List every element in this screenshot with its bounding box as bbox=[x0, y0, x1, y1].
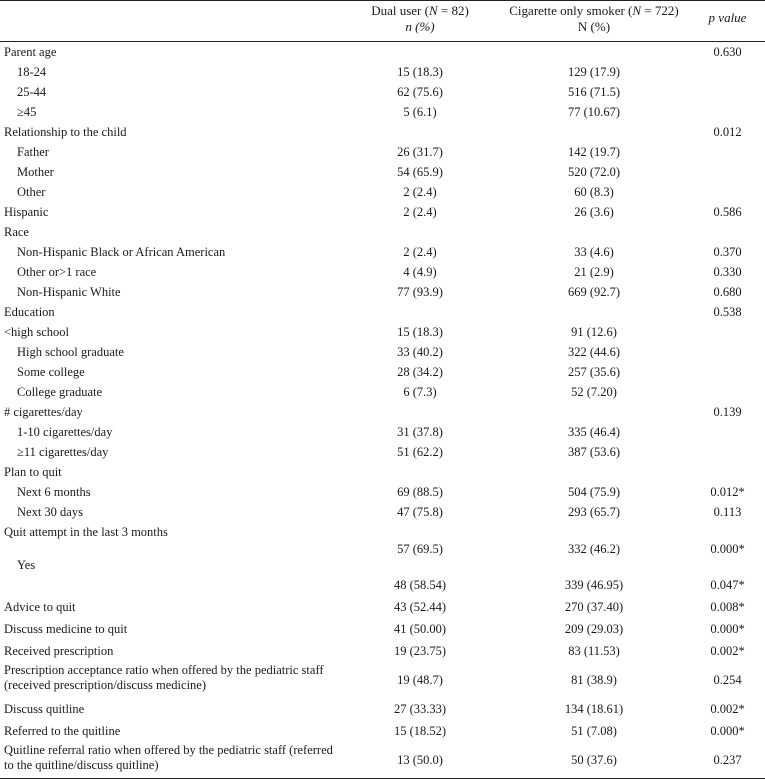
row-label: Received prescription bbox=[4, 644, 114, 658]
cell-p-value: 0.586 bbox=[713, 205, 742, 219]
cell-p-value: 0.237 bbox=[713, 753, 742, 767]
row-label: Discuss medicine to quit bbox=[4, 622, 128, 636]
row-label: Parent age bbox=[4, 45, 57, 59]
cell-cigarette-only: 60 (8.3) bbox=[574, 185, 614, 199]
cell-dual-user: 33 (40.2) bbox=[397, 345, 443, 359]
cell-dual-user: 54 (65.9) bbox=[397, 165, 443, 179]
row-label: Other bbox=[17, 185, 46, 199]
row-label: 1-10 cigarettes/day bbox=[17, 425, 113, 439]
cell-dual-user: 15 (18.3) bbox=[397, 65, 443, 79]
cell-dual-user: 51 (62.2) bbox=[397, 445, 443, 459]
cell-cigarette-only: 33 (4.6) bbox=[574, 245, 614, 259]
cell-dual-user: 13 (50.0) bbox=[397, 753, 443, 767]
cell-cigarette-only: 26 (3.6) bbox=[574, 205, 614, 219]
table-row bbox=[0, 556, 765, 574]
table-row bbox=[0, 82, 765, 102]
table-row bbox=[0, 382, 765, 402]
header-dual-user: Dual user (N = 82) n (%) bbox=[371, 3, 469, 34]
cell-p-value: 0.047* bbox=[710, 578, 745, 592]
row-label: Yes bbox=[17, 558, 36, 572]
table-row bbox=[0, 402, 765, 422]
table-row bbox=[0, 202, 765, 222]
row-label: <high school bbox=[4, 325, 70, 339]
cell-cigarette-only: 339 (46.95) bbox=[564, 578, 624, 592]
cell-p-value: 0.012* bbox=[710, 485, 745, 499]
table-row bbox=[0, 482, 765, 502]
row-label: Next 6 months bbox=[17, 485, 91, 499]
cell-p-value: 0.008* bbox=[710, 600, 745, 614]
cell-dual-user: 4 (4.9) bbox=[403, 265, 437, 279]
cell-dual-user: 28 (34.2) bbox=[397, 365, 443, 379]
row-label: Education bbox=[4, 305, 55, 319]
cell-p-value: 0.000* bbox=[710, 724, 745, 738]
table-row bbox=[0, 102, 765, 122]
cell-cigarette-only: 91 (12.6) bbox=[571, 325, 617, 339]
table-row bbox=[0, 162, 765, 182]
row-label: Non-Hispanic White bbox=[17, 285, 121, 299]
cell-cigarette-only: 516 (71.5) bbox=[567, 85, 621, 99]
cell-cigarette-only: 51 (7.08) bbox=[571, 724, 617, 738]
cell-dual-user: 2 (2.4) bbox=[403, 185, 437, 199]
row-label: Non-Hispanic Black or African American bbox=[17, 245, 226, 259]
cell-p-value: 0.254 bbox=[713, 673, 742, 687]
table-row bbox=[0, 618, 765, 640]
table-row bbox=[0, 720, 765, 742]
cell-cigarette-only: 257 (35.6) bbox=[567, 365, 621, 379]
cell-p-value: 0.538 bbox=[713, 305, 742, 319]
cell-p-value: 0.139 bbox=[713, 405, 742, 419]
row-label: Advice to quit bbox=[4, 600, 76, 614]
cell-cigarette-only: 50 (37.6) bbox=[571, 753, 617, 767]
row-label: Prescription acceptance ratio when offered by the pediatric staff (received prescription/discuss medicine) bbox=[4, 663, 324, 692]
cell-p-value: 0.680 bbox=[713, 285, 742, 299]
row-label: ≥45 bbox=[17, 105, 37, 119]
cell-dual-user: 5 (6.1) bbox=[403, 105, 437, 119]
table-row bbox=[0, 42, 765, 62]
cell-cigarette-only: 322 (44.6) bbox=[567, 345, 621, 359]
cell-cigarette-only: 504 (75.9) bbox=[567, 485, 621, 499]
row-label: Discuss quitline bbox=[4, 702, 85, 716]
cell-dual-user: 62 (75.6) bbox=[397, 85, 443, 99]
table-row bbox=[0, 442, 765, 462]
cell-p-value: 0.000* bbox=[710, 542, 745, 556]
row-label: High school graduate bbox=[17, 345, 124, 359]
cell-cigarette-only: 669 (92.7) bbox=[567, 285, 621, 299]
cell-cigarette-only: 142 (19.7) bbox=[567, 145, 621, 159]
cell-dual-user: 15 (18.52) bbox=[393, 724, 447, 738]
cell-p-value: 0.330 bbox=[713, 265, 742, 279]
table-row bbox=[0, 182, 765, 202]
row-label: Relationship to the child bbox=[4, 125, 127, 139]
cell-dual-user: 27 (33.33) bbox=[393, 702, 447, 716]
header-cigarette-only: Cigarette only smoker (N = 722) N (%) bbox=[498, 3, 690, 35]
row-label: 25-44 bbox=[17, 85, 47, 99]
cell-p-value: 0.002* bbox=[710, 702, 745, 716]
cell-dual-user: 43 (52.44) bbox=[393, 600, 447, 614]
row-label: 18-24 bbox=[17, 65, 47, 79]
cell-cigarette-only: 332 (46.2) bbox=[567, 542, 621, 556]
cell-dual-user: 19 (48.7) bbox=[397, 673, 443, 687]
table-row bbox=[0, 640, 765, 662]
table-row bbox=[0, 574, 765, 596]
row-label: # cigarettes/day bbox=[4, 405, 83, 419]
row-label: Race bbox=[4, 225, 29, 239]
row-label: College graduate bbox=[17, 385, 103, 399]
cell-dual-user: 57 (69.5) bbox=[397, 542, 443, 556]
table-row bbox=[0, 542, 765, 556]
table-row bbox=[0, 342, 765, 362]
table-row bbox=[0, 698, 765, 720]
table-row bbox=[0, 262, 765, 282]
cell-cigarette-only: 520 (72.0) bbox=[567, 165, 621, 179]
table-row bbox=[0, 362, 765, 382]
table-row bbox=[0, 122, 765, 142]
cell-cigarette-only: 209 (29.03) bbox=[564, 622, 624, 636]
cell-p-value: 0.002* bbox=[710, 644, 745, 658]
row-label: Mother bbox=[17, 165, 54, 179]
table-row bbox=[0, 62, 765, 82]
cell-dual-user: 47 (75.8) bbox=[397, 505, 443, 519]
table-row bbox=[0, 522, 765, 542]
cell-cigarette-only: 270 (37.40) bbox=[564, 600, 624, 614]
table-body bbox=[0, 42, 765, 778]
cell-cigarette-only: 335 (46.4) bbox=[567, 425, 621, 439]
row-label: Hispanic bbox=[4, 205, 49, 219]
table-row bbox=[0, 662, 765, 698]
header-dual-user-unit: n (%) bbox=[405, 19, 435, 34]
cell-p-value: 0.000* bbox=[710, 622, 745, 636]
table-row bbox=[0, 142, 765, 162]
table-row bbox=[0, 322, 765, 342]
cell-dual-user: 26 (31.7) bbox=[397, 145, 443, 159]
cell-p-value: 0.630 bbox=[713, 45, 742, 59]
cell-dual-user: 2 (2.4) bbox=[403, 245, 437, 259]
row-label: Quit attempt in the last 3 months bbox=[4, 525, 168, 539]
cell-cigarette-only: 387 (53.6) bbox=[567, 445, 621, 459]
table-row bbox=[0, 596, 765, 618]
cell-cigarette-only: 21 (2.9) bbox=[574, 265, 614, 279]
table-row bbox=[0, 462, 765, 482]
cell-dual-user: 19 (23.75) bbox=[393, 644, 447, 658]
cell-dual-user: 69 (88.5) bbox=[397, 485, 443, 499]
cell-dual-user: 31 (37.8) bbox=[397, 425, 443, 439]
row-label: Referred to the quitline bbox=[4, 724, 121, 738]
cell-dual-user: 77 (93.9) bbox=[397, 285, 443, 299]
cell-dual-user: 48 (58.54) bbox=[393, 578, 447, 592]
cell-dual-user: 6 (7.3) bbox=[403, 385, 437, 399]
table-row bbox=[0, 302, 765, 322]
cell-p-value: 0.012 bbox=[713, 125, 742, 139]
row-label: Next 30 days bbox=[17, 505, 83, 519]
cell-cigarette-only: 129 (17.9) bbox=[567, 65, 621, 79]
cell-dual-user: 41 (50.00) bbox=[393, 622, 447, 636]
table-row bbox=[0, 242, 765, 262]
table-row bbox=[0, 282, 765, 302]
cell-cigarette-only: 52 (7.20) bbox=[571, 385, 617, 399]
cell-cigarette-only: 83 (11.53) bbox=[568, 644, 620, 658]
cell-cigarette-only: 293 (65.7) bbox=[567, 505, 621, 519]
cell-cigarette-only: 81 (38.9) bbox=[571, 673, 617, 687]
table-row bbox=[0, 502, 765, 522]
table-header bbox=[0, 0, 765, 42]
header-cigarette-only-unit: N (%) bbox=[577, 19, 611, 34]
table-row bbox=[0, 222, 765, 242]
cell-cigarette-only: 77 (10.67) bbox=[567, 105, 621, 119]
table-row bbox=[0, 422, 765, 442]
row-label: Quitline referral ratio when offered by the pediatric staff (referred to the quitline/discuss quitline) bbox=[4, 743, 333, 772]
cell-p-value: 0.370 bbox=[713, 245, 742, 259]
row-label: Some college bbox=[17, 365, 85, 379]
cell-p-value: 0.113 bbox=[713, 505, 742, 519]
row-label: ≥11 cigarettes/day bbox=[17, 445, 109, 459]
cell-dual-user: 2 (2.4) bbox=[403, 205, 437, 219]
row-label: Plan to quit bbox=[4, 465, 62, 479]
table-row bbox=[0, 742, 765, 778]
header-p-value: p value bbox=[708, 10, 747, 25]
row-label: Father bbox=[17, 145, 49, 159]
row-label: Other or>1 race bbox=[17, 265, 97, 279]
cell-cigarette-only: 134 (18.61) bbox=[564, 702, 624, 716]
cell-dual-user: 15 (18.3) bbox=[397, 325, 443, 339]
